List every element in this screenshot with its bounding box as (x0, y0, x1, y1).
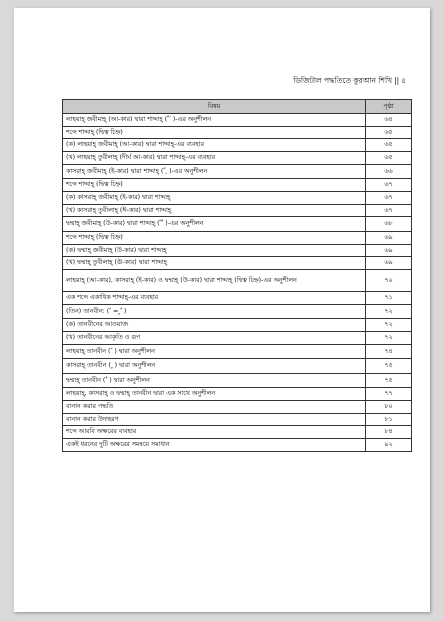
table-row (63, 413, 412, 426)
table-row (63, 344, 412, 359)
table-row (63, 304, 412, 319)
table-row (63, 400, 412, 413)
toc-topic: (ক) তানবীনের আওয়াজ (63, 319, 366, 332)
toc-topic: (খ) কাসরাহ্ তুবীলাহ্ (ঈ-কার) দ্বারা শাদ্দাহ্ (63, 204, 366, 217)
toc-page: ৭২ (366, 331, 412, 344)
toc-page: ৭১ (366, 292, 412, 305)
toc-page: ৭৪ (366, 344, 412, 359)
toc-topic: দ্বম্মাহ্ তানবীন ( ٌ ) দ্বারা অনুশীলন (63, 373, 366, 388)
table-row (63, 244, 412, 257)
toc-topic: লাহয়াহ্ (আ-কার), কাসরাহ্ (ই-কার) ও দ্বম্মাহ্ (উ-কার) দ্বারা শাদ্দাহ্ (দ্বিত্ব চিহ্ন)-এর অনুশীলন (63, 270, 366, 292)
table-row (63, 152, 412, 165)
toc-page: ৭৫ (366, 359, 412, 374)
toc-page: ৭০ (366, 270, 412, 292)
table-row (63, 292, 412, 305)
toc-topic: শব্দে শাদ্দাহ্ (দ্বিত্ব চিহ্ন) (63, 179, 366, 192)
table-row (63, 217, 412, 232)
toc-header-row (63, 100, 412, 114)
table-row (63, 438, 412, 451)
table-row (63, 388, 412, 401)
toc-page: ৭২ (366, 304, 412, 319)
toc-page: ৭২ (366, 319, 412, 332)
table-row (63, 373, 412, 388)
table-row (63, 426, 412, 439)
toc-topic: বানান করার উদাহরণ (63, 413, 366, 426)
toc-topic: (খ) তানবীনের আকৃতি ও রূপ (63, 331, 366, 344)
toc-topic: (ক) লাহয়াহ্ জবীমাহ্ (আ-কার) দ্বারা শাদ্দাহ্-এর ব্যবহার (63, 139, 366, 152)
toc-page: ৬৯ (366, 244, 412, 257)
toc-topic: (তিন) তানবীন: ( ً = ٍ ٌ ) (63, 304, 366, 319)
running-head (293, 76, 406, 88)
toc-topic: দ্বম্মাহ্ জবীমাহ্ (উ-কার) দ্বারা শাদ্দাহ্ ( ّ ُ )-এর অনুশীলন (63, 217, 366, 232)
toc-topic: শব্দে শাদ্দাহ্ (দ্বিত্ব চিহ্ন) (63, 231, 366, 244)
toc-topic: (খ) লাহয়াহ্ তুবীলাহ্ (দীর্ঘ আ-কার) দ্বারা শাদ্দাহ্-এর ব্যবহার (63, 152, 366, 165)
header-topic: বিষয় (63, 100, 366, 114)
toc-topic: একই ধরনের দুটি অক্ষরের সমন্বয়ে সমাধান (63, 438, 366, 451)
toc-page: ৬৬ (366, 164, 412, 179)
toc-topic: কাসরাহ্ তানবীন ( ٍ ) দ্বারা অনুশীলন (63, 359, 366, 374)
toc-topic: লাহয়াহ্ তানবীন ( ً ) দ্বারা অনুশীলন (63, 344, 366, 359)
table-row (63, 126, 412, 139)
table-row (63, 331, 412, 344)
table-row (63, 319, 412, 332)
table-row (63, 164, 412, 179)
toc-page: ৬৯ (366, 257, 412, 270)
toc-page: ৬৭ (366, 192, 412, 205)
toc-topic: লাহয়াহ্ জবীমাহ্ (আ-কার) দ্বারা শাদ্দাহ্ ( ّ َ )-এর অনুশীলন (63, 114, 366, 127)
toc-topic: শব্দে আরবি অক্ষরের ব্যবহার (63, 426, 366, 439)
toc-topic: লাহয়াহ্, কাসরাহ্ ও দ্বম্মাহ্ তানবীন দ্বারা এক সাথে অনুশীলন (63, 388, 366, 401)
toc-page: ৯২ (366, 438, 412, 451)
toc-page: ৭৭ (366, 388, 412, 401)
toc-page: ৮১ (366, 413, 412, 426)
toc-topic: (খ) দ্বম্মাহ্ তুবীলাহ্ (ঊ-কার) দ্বারা শাদ্দাহ্ (63, 257, 366, 270)
table-row (63, 270, 412, 292)
toc-page: ৬৭ (366, 204, 412, 217)
running-head-title: ডিজিটাল পদ্ধতিতে কুরআন শিখি (293, 76, 393, 85)
toc-topic: কাসরাহ্ জবীমাহ্ (ই-কার) দ্বারা শাদ্দাহ্ ( ّ ِ )-এর অনুশীলন (63, 164, 366, 179)
table-row (63, 139, 412, 152)
table-row (63, 204, 412, 217)
toc-topic: শব্দে শাদ্দাহ্ (দ্বিত্ব চিহ্ন) (63, 126, 366, 139)
toc-page: ৮৪ (366, 426, 412, 439)
table-row (63, 359, 412, 374)
toc-page: ৬৪ (366, 114, 412, 127)
toc-page: ৬৫ (366, 126, 412, 139)
toc-topic: (ক) কাসরাহ্ জবীমাহ্ (ই-কার) দ্বারা শাদ্দাহ্ (63, 192, 366, 205)
table-row (63, 192, 412, 205)
toc-page: ৭৫ (366, 373, 412, 388)
running-head-separator: || (394, 76, 400, 85)
table-row (63, 231, 412, 244)
table-row (63, 114, 412, 127)
toc-topic: এক শব্দে একাধিক শাদ্দাহ্-এর ব্যবহার (63, 292, 366, 305)
toc-page: ৬৮ (366, 217, 412, 232)
toc-topic: (ক) দ্বম্মাহ্ জবীমাহ্ (উ-কার) দ্বারা শাদ্দাহ্ (63, 244, 366, 257)
toc-page: ৬৫ (366, 152, 412, 165)
table-row (63, 179, 412, 192)
toc-page: ৬৭ (366, 179, 412, 192)
header-page: পৃষ্ঠা (366, 100, 412, 114)
toc-page: ৮০ (366, 400, 412, 413)
toc-topic: বানান করার পদ্ধতি (63, 400, 366, 413)
toc-page: ৬৯ (366, 231, 412, 244)
table-of-contents (62, 99, 412, 452)
page-number: ৫ (401, 76, 406, 85)
toc-page: ৬৫ (366, 139, 412, 152)
table-row (63, 257, 412, 270)
book-page (14, 8, 430, 612)
